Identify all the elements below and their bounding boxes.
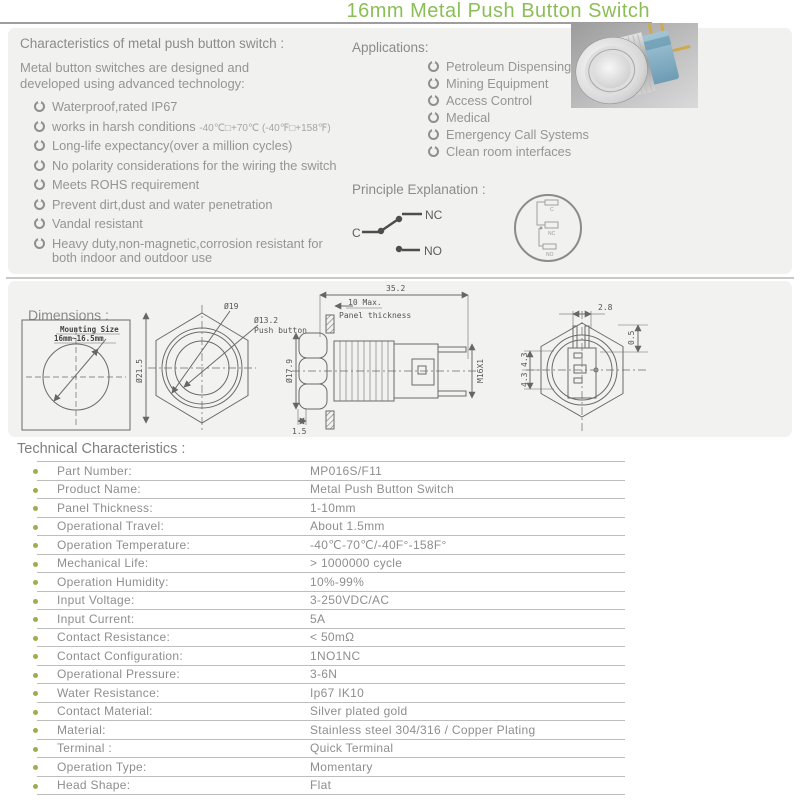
schematic-label-c: C — [352, 226, 361, 240]
row-bullet-dot-icon — [33, 747, 38, 752]
mounting-size-label: Mounting Size — [60, 325, 119, 334]
temperature-note: -40℃□+70℃ (-40℉□+158℉) — [199, 122, 331, 134]
row-label: Operation Humidity: — [57, 574, 169, 589]
dimensions-panel — [8, 281, 792, 437]
application-text: Clean room interfaces — [446, 144, 572, 160]
row-value: About 1.5mm — [310, 519, 385, 534]
characteristics-section — [20, 36, 346, 271]
bullet-ring-icon — [428, 112, 439, 123]
row-value: 1NO1NC — [310, 648, 361, 663]
row-value: Flat — [310, 778, 332, 793]
row-bullet-dot-icon — [33, 784, 38, 789]
row-value: < 50mΩ — [310, 630, 355, 645]
application-item — [428, 111, 602, 126]
row-bullet-dot-icon — [33, 525, 38, 530]
row-label: Operational Pressure: — [57, 667, 181, 682]
table-row — [37, 703, 625, 722]
row-value: 5A — [310, 611, 326, 626]
technical-heading: Technical Characteristics : — [17, 441, 186, 457]
row-value: -40℃-70℃/-40F°-158F° — [310, 537, 447, 552]
row-bullet-dot-icon — [33, 599, 38, 604]
dim-overall-length: 35.2 — [386, 284, 406, 293]
row-bullet-dot-icon — [33, 562, 38, 567]
front-view — [146, 305, 258, 431]
characteristic-item — [34, 100, 346, 117]
section-divider — [6, 277, 794, 279]
characteristic-item — [34, 237, 346, 268]
characteristic-text: Waterproof,rated IP67 — [52, 99, 178, 114]
row-label: Material: — [57, 722, 106, 737]
dim-lip: 1.5 — [292, 427, 307, 436]
row-label: Head Shape: — [57, 778, 131, 793]
row-label: Input Current: — [57, 611, 135, 626]
row-bullet-dot-icon — [33, 636, 38, 641]
dimension-drawings — [8, 281, 792, 437]
applications-section — [352, 40, 602, 163]
row-label: Contact Resistance: — [57, 630, 171, 645]
dim-outer-diameter: Ø19 — [224, 302, 239, 311]
table-row — [37, 481, 625, 500]
row-label: Product Name: — [57, 482, 141, 497]
bullet-ring-icon — [34, 160, 45, 171]
row-value: Quick Terminal — [310, 741, 394, 756]
characteristic-text: Meets ROHS requirement — [52, 177, 200, 192]
bullet-ring-icon — [34, 199, 45, 210]
application-text: Medical — [446, 110, 491, 126]
table-row — [37, 518, 625, 537]
application-text: Access Control — [446, 93, 533, 109]
schematic-label-no: NO — [424, 244, 442, 258]
row-label: Terminal : — [57, 741, 113, 756]
row-label: Operation Temperature: — [57, 537, 191, 552]
dim-panel-max: 10 Max. — [348, 298, 382, 307]
characteristic-item — [34, 159, 346, 176]
characteristic-item — [34, 178, 346, 195]
dim-pin-thickness: 0.5 — [627, 330, 636, 345]
bullet-ring-icon — [428, 95, 439, 106]
table-row — [37, 555, 625, 574]
application-text: Petroleum Dispensing — [446, 59, 572, 74]
characteristic-text: Prevent dirt,dust and water penetration — [52, 196, 273, 212]
row-value: Momentary — [310, 759, 373, 774]
row-value: Metal Push Button Switch — [310, 482, 454, 497]
row-bullet-dot-icon — [33, 691, 38, 696]
row-bullet-dot-icon — [33, 710, 38, 715]
application-item — [428, 145, 602, 160]
characteristic-text: No polarity considerations for the wiring the switch — [52, 157, 337, 173]
row-bullet-dot-icon — [33, 580, 38, 585]
page-title: 16mm Metal Push Button Switch — [346, 0, 650, 22]
row-value: Ip67 IK10 — [310, 685, 365, 700]
application-text: Emergency Call Systems — [446, 127, 589, 143]
mounting-size-value: 16mm~16.5mm — [54, 334, 104, 343]
row-value: 10%-99% — [310, 574, 365, 589]
table-row — [37, 777, 625, 796]
dim-pin-spacing-1: 4.3 — [520, 352, 529, 367]
characteristic-item — [34, 217, 346, 234]
circle-label-c: C — [550, 207, 554, 213]
characteristic-text: Vandal resistant — [52, 216, 143, 231]
table-row — [37, 536, 625, 555]
characteristics-intro — [20, 60, 346, 92]
table-row — [37, 462, 625, 481]
terminal-circle-diagram — [512, 192, 584, 264]
bullet-ring-icon — [428, 61, 439, 72]
row-value: 3-6N — [310, 667, 338, 682]
row-label: Operational Travel: — [57, 519, 165, 534]
bullet-ring-icon — [34, 218, 45, 229]
row-value: > 1000000 cycle — [310, 556, 403, 571]
characteristic-item — [34, 120, 346, 137]
application-item — [428, 128, 602, 143]
push-button-label: Push button — [254, 326, 307, 335]
row-value: 3-250VDC/AC — [310, 593, 390, 608]
characteristic-text: works in harsh conditions -40℃□+70℃ (-40℉□+158℉) — [52, 118, 331, 134]
technical-table — [37, 461, 625, 795]
schematic-label-nc: NC — [425, 208, 443, 222]
principle-heading: Principle Explanation : — [352, 182, 486, 197]
row-label: Operation Type: — [57, 759, 147, 774]
bullet-ring-icon — [34, 101, 45, 112]
dim-thread: M16X1 — [476, 358, 485, 383]
row-bullet-dot-icon — [33, 488, 38, 493]
row-value: MP016S/F11 — [310, 463, 383, 478]
row-label: Input Voltage: — [57, 593, 135, 608]
row-bullet-dot-icon — [33, 728, 38, 733]
bullet-ring-icon — [428, 129, 439, 140]
dim-body-diameter: Ø21.5 — [135, 358, 144, 383]
applications-list — [352, 60, 602, 160]
table-row — [37, 684, 625, 703]
dim-pin-spacing-2: 4.3 — [520, 372, 529, 387]
row-bullet-dot-icon — [33, 654, 38, 659]
table-row — [37, 758, 625, 777]
table-row — [37, 666, 625, 685]
table-row — [37, 499, 625, 518]
row-label: Panel Thickness: — [57, 500, 153, 515]
bullet-ring-icon — [34, 140, 45, 151]
table-row — [37, 721, 625, 740]
row-value: 1-10mm — [310, 500, 356, 515]
panel-thickness-label: Panel thickness — [339, 311, 412, 320]
contact-schematic-diagram — [346, 196, 446, 258]
characteristic-text: Long-life expectancy(over a million cycles) — [52, 138, 293, 153]
characteristic-item — [34, 139, 346, 156]
table-row — [37, 592, 625, 611]
dim-pin-width: 2.8 — [598, 303, 613, 312]
characteristic-item — [34, 198, 346, 215]
application-text: Mining Equipment — [446, 76, 549, 92]
bullet-ring-icon — [428, 78, 439, 89]
page-header — [0, 0, 652, 24]
dim-button-diameter: Ø13.2 — [254, 316, 279, 325]
dim-bezel-diameter: Ø17.9 — [285, 358, 294, 383]
row-label: Contact Material: — [57, 704, 153, 719]
row-bullet-dot-icon — [33, 673, 38, 678]
circle-label-no: NO — [546, 252, 554, 258]
characteristic-text: Heavy duty,non-magnetic,corrosion resistant for both indoor and outdoor use — [52, 235, 323, 265]
product-photo — [571, 23, 698, 108]
row-label: Contact Configuration: — [57, 648, 184, 663]
bullet-ring-icon — [428, 146, 439, 157]
row-bullet-dot-icon — [33, 469, 38, 474]
row-bullet-dot-icon — [33, 765, 38, 770]
row-bullet-dot-icon — [33, 506, 38, 511]
characteristics-heading: Characteristics of metal push button switch : — [20, 36, 285, 51]
row-bullet-dot-icon — [33, 617, 38, 622]
table-row — [37, 610, 625, 629]
row-value: Silver plated gold — [310, 704, 408, 719]
rear-view — [522, 311, 648, 431]
bullet-ring-icon — [34, 238, 45, 249]
bullet-ring-icon — [34, 179, 45, 190]
row-label: Water Resistance: — [57, 685, 160, 700]
table-row — [37, 573, 625, 592]
dimensions-heading: Dimensions : — [28, 307, 109, 323]
intro-line-2: developed using advanced technology: — [20, 76, 245, 91]
characteristics-list — [20, 100, 346, 268]
table-row — [37, 629, 625, 648]
applications-heading: Applications: — [352, 40, 429, 55]
row-label: Mechanical Life: — [57, 556, 149, 571]
row-label: Part Number: — [57, 463, 132, 478]
table-row — [37, 740, 625, 759]
bullet-ring-icon — [34, 121, 45, 132]
table-row — [37, 647, 625, 666]
row-value: Stainless steel 304/316 / Copper Plating — [310, 722, 536, 737]
circle-label-nc: NC — [548, 231, 556, 237]
row-bullet-dot-icon — [33, 543, 38, 548]
intro-line-1: Metal button switches are designed and — [20, 60, 250, 75]
